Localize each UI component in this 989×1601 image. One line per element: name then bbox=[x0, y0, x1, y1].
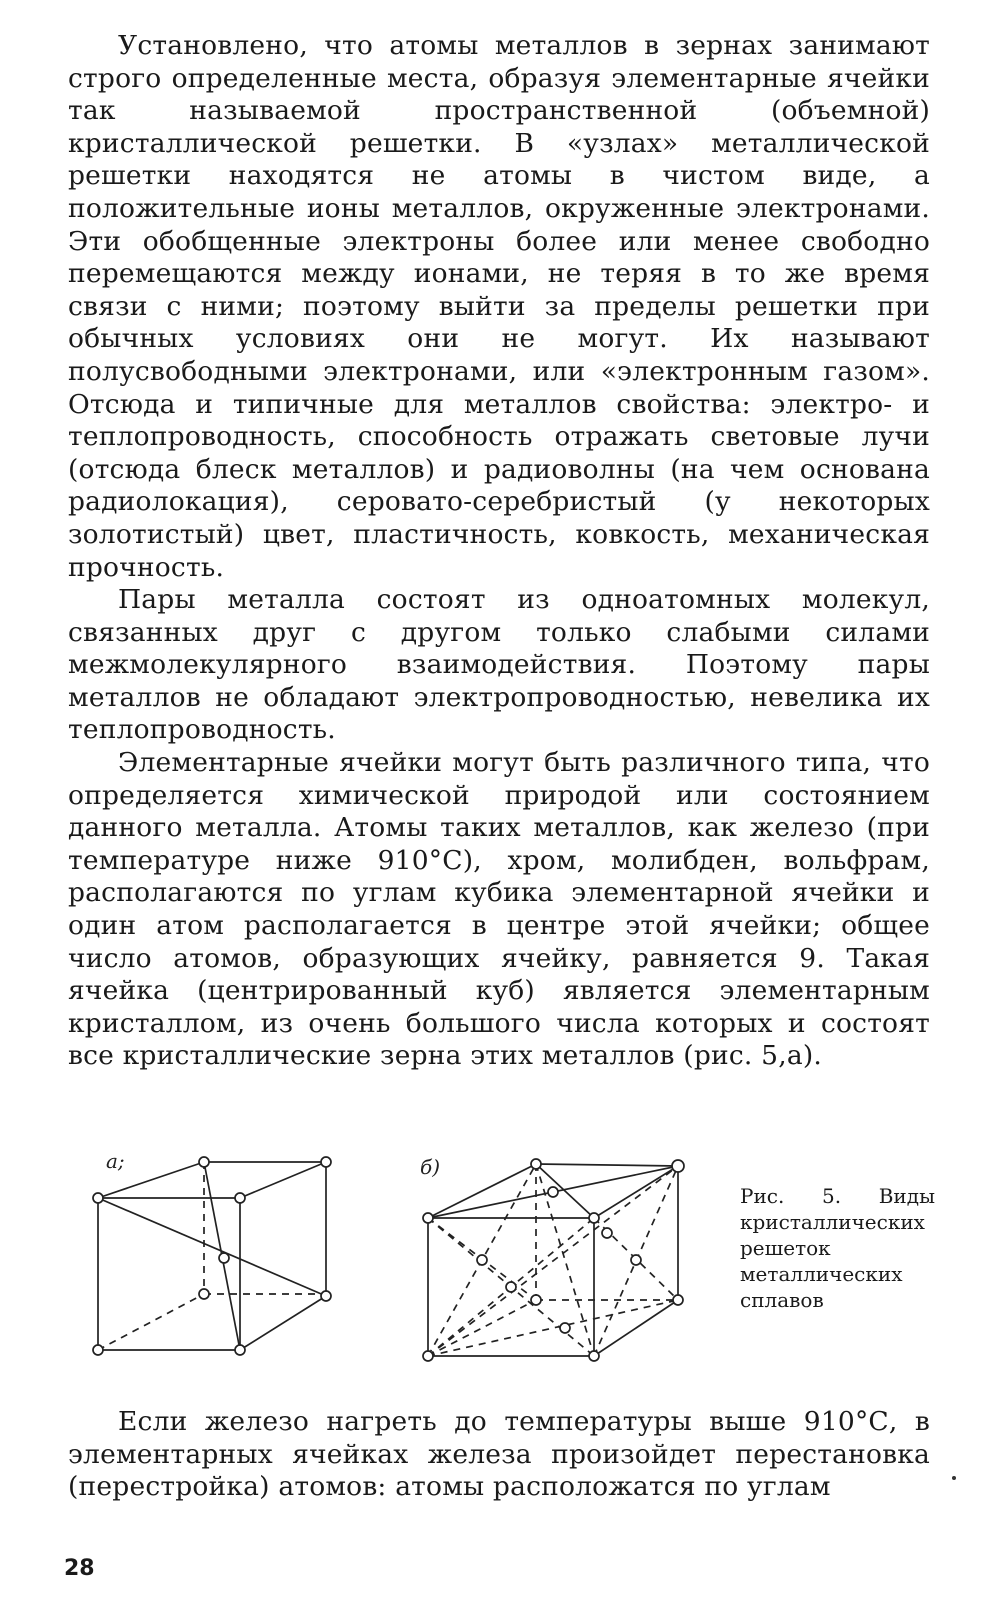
atom bbox=[321, 1291, 331, 1301]
main-text bbox=[68, 30, 930, 1073]
atom bbox=[199, 1157, 209, 1167]
atom bbox=[235, 1345, 245, 1355]
figure-b-label: б) bbox=[420, 1155, 441, 1179]
atom bbox=[673, 1295, 683, 1305]
scan-speck bbox=[952, 1476, 956, 1480]
cube-b-face-diagonal bbox=[428, 1300, 678, 1356]
figure-a-label: а; bbox=[106, 1149, 125, 1173]
face-center-atom bbox=[631, 1255, 641, 1265]
atom bbox=[199, 1289, 209, 1299]
atom bbox=[589, 1213, 599, 1223]
atom bbox=[423, 1351, 433, 1361]
paragraph-3: Элементарные ячейки могут быть различного типа, что определяется химической природой или состоянием данного металла. Атомы таких металлов, как железо (при температуре ниже 910°С), хром, молибден, вольфрам, располагаются по углам кубика элементарной ячейки и один атом располагается в центре этой ячейки; общее число атомов, образующих ячейку, равняется 9. Такая ячейка (центрированный куб) является элементарным кристаллом, из очень большого числа которых и состоят все кристаллические зерна этих металлов (рис. 5,а). bbox=[68, 747, 930, 1072]
cube-a-diagonal bbox=[98, 1198, 326, 1296]
cube-b-edge bbox=[428, 1164, 536, 1218]
atom bbox=[423, 1213, 433, 1223]
cube-b-edge bbox=[594, 1166, 678, 1218]
atom bbox=[93, 1345, 103, 1355]
atom bbox=[531, 1295, 541, 1305]
figure-b-fcc-cube bbox=[410, 1150, 700, 1370]
face-center-atom bbox=[477, 1255, 487, 1265]
atom bbox=[321, 1157, 331, 1167]
cube-b-edge bbox=[536, 1164, 678, 1166]
cube-a-front-face bbox=[98, 1198, 240, 1350]
page-number: 28 bbox=[64, 1556, 95, 1581]
paragraph-4: Если железо нагреть до температуры выше 910°С, в элементарных ячейках железа произойдет перестановка (перестройка) атомов: атомы расположатся по углам bbox=[68, 1406, 930, 1503]
atom bbox=[672, 1160, 684, 1172]
atom bbox=[531, 1159, 541, 1169]
center-atom bbox=[219, 1253, 229, 1263]
face-center-atom bbox=[560, 1323, 570, 1333]
face-center-atom bbox=[506, 1282, 516, 1292]
continuation-text bbox=[68, 1406, 930, 1504]
atom bbox=[93, 1193, 103, 1203]
atom bbox=[589, 1351, 599, 1361]
cube-a-edge bbox=[240, 1162, 326, 1198]
atom bbox=[235, 1193, 245, 1203]
cube-a-hidden-edge bbox=[98, 1294, 204, 1350]
figure-caption: Рис. 5. Виды кристаллических решеток металлических сплавов bbox=[740, 1184, 935, 1312]
face-center-atom bbox=[548, 1187, 558, 1197]
figure-a-bcc-cube bbox=[84, 1148, 344, 1368]
paragraph-1: Установлено, что атомы металлов в зернах занимают строго определенные места, образуя элементарные ячейки так называемой пространственной (объемной) кристаллической решетки. В «узлах» металлической решетки находятся не атомы в чистом виде, а положительные ионы металлов, окруженные электронами. Эти обобщенные электроны более или менее свободно перемещаются между ионами, не теряя в то же время связи с ними; поэтому выйти за пределы решетки при обычных условиях они не могут. Их называют полусвободными электронами, или «электронным газом». Отсюда и типичные для металлов свойства: электро- и теплопроводность, способность отражать световые лучи (отсюда блеск металлов) и радиоволны (на чем основана радиолокация), серовато-серебристый (у некоторых золотистый) цвет, пластичность, ковкость, механическая прочность. bbox=[68, 30, 930, 583]
cube-a-edge bbox=[240, 1296, 326, 1350]
paragraph-2: Пары металла состоят из одноатомных молекул, связанных друг с другом только слабыми силами межмолекулярного взаимодействия. Поэтому пары металлов не обладают электропроводностью, невелика их теплопроводность. bbox=[68, 584, 930, 746]
face-center-atom bbox=[602, 1228, 612, 1238]
